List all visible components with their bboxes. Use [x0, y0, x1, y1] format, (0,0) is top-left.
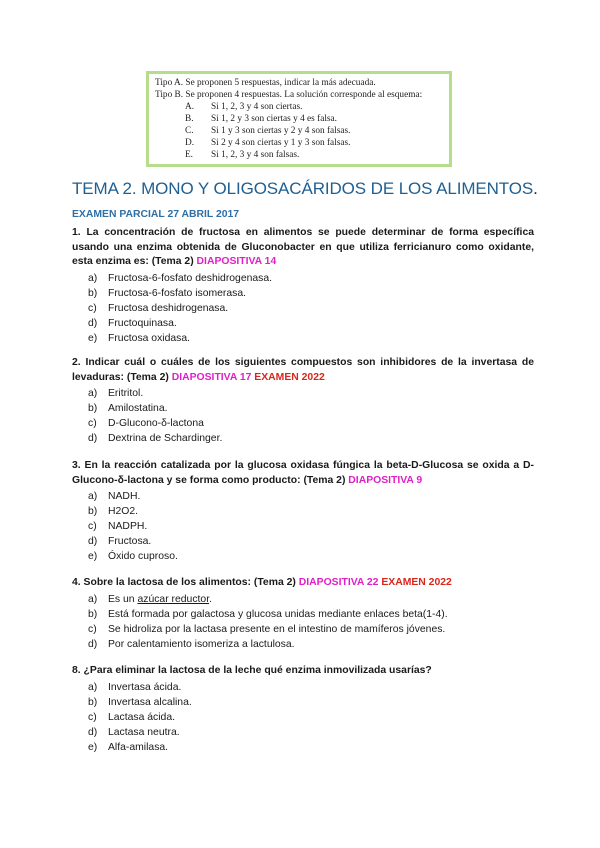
legend-option: A. Si 1, 2, 3 y 4 son ciertas.	[185, 102, 303, 112]
legend-type-a: Tipo A. Se proponen 5 respuestas, indicar la más adecuada.	[155, 78, 376, 88]
answer-options	[72, 680, 534, 755]
answer-option: d) Fructoquinasa.	[88, 318, 177, 330]
slide-tag: DIAPOSITIVA 14	[196, 256, 277, 268]
legend-type-b: Tipo B. Se proponen 4 respuestas. La solución corresponde al esquema:	[155, 90, 423, 100]
underlined-term: azúcar reductor	[137, 593, 210, 605]
answer-option: b) H2O2.	[88, 506, 139, 518]
answer-option: a) Eritritol.	[88, 388, 144, 400]
answer-option: c) NADPH.	[88, 521, 148, 533]
exam-heading: EXAMEN PARCIAL 27 ABRIL 2017	[72, 209, 240, 220]
answer-option: d) Lactasa neutra.	[88, 726, 180, 738]
question-2	[72, 356, 534, 446]
answer-option: a) NADH.	[88, 491, 141, 503]
legend-option: B. Si 1, 2 y 3 son ciertas y 4 es falsa.	[185, 114, 338, 124]
answer-option: b) Amilostatina.	[88, 403, 168, 415]
question-stem: 1. La concentración de fructosa en alimentos se puede determinar de forma específica usando una enzima obtenida de Gluconobacter en que utiliza ferricianuro como oxidante, esta enzima es: (Tema 2) DIAPOSITIVA 14	[72, 227, 534, 268]
answer-option: e) Fructosa oxidasa.	[88, 333, 191, 345]
legend-option: D. Si 2 y 4 son ciertas y 1 y 3 son falsas.	[185, 138, 351, 148]
exam-tag: EXAMEN 2022	[381, 577, 452, 588]
answer-option: a) Es un azúcar reductor.	[88, 593, 212, 605]
answer-option: e) Alfa-amilasa.	[88, 741, 169, 753]
question-4	[72, 576, 534, 652]
page-title: TEMA 2. MONO Y OLIGOSACÁRIDOS DE LOS ALIMENTOS.	[72, 179, 538, 198]
answer-option: b) Fructosa-6-fosfato isomerasa.	[88, 288, 247, 300]
legend-option: C. Si 1 y 3 son ciertas y 2 y 4 son falsas.	[185, 126, 351, 136]
answer-option: a) Invertasa ácida.	[88, 681, 182, 693]
answer-options	[72, 386, 534, 446]
slide-tag: DIAPOSITIVA 9	[348, 474, 423, 486]
exam-tag: EXAMEN 2022	[254, 371, 325, 383]
answer-options	[72, 271, 534, 346]
answer-option: c) Lactasa ácida.	[88, 711, 176, 723]
answer-option: d) Fructosa.	[88, 536, 152, 548]
answer-option: a) Fructosa-6-fosfato deshidrogenasa.	[88, 273, 273, 285]
question-stem: 2. Indicar cuál o cuáles de los siguientes compuestos son inhibidores de la invertasa de levaduras: (Tema 2) DIAPOSITIVA 17 EXAMEN 2022	[72, 357, 534, 383]
answer-option: c) Se hidroliza por la lactasa presente en el intestino de mamíferos jóvenes.	[88, 623, 446, 635]
answer-option: c) Fructosa deshidrogenasa.	[88, 303, 229, 315]
slide-tag: DIAPOSITIVA 22	[298, 577, 379, 588]
answer-option: c) D-Glucono-δ-lactona	[88, 418, 204, 430]
question-stem: 8. ¿Para eliminar la lactosa de la leche qué enzima inmovilizada usarías?	[72, 665, 432, 676]
question-stem: 3. En la reacción catalizada por la glucosa oxidasa fúngica la beta-D-Glucosa se oxida a D-Glucono-δ-lactona y se forma como producto: (Tema 2) DIAPOSITIVA 9	[72, 460, 534, 486]
answer-type-legend	[146, 71, 452, 167]
answer-option: d) Por calentamiento isomeriza a lactulosa.	[88, 638, 295, 650]
question-stem: 4. Sobre la lactosa de los alimentos: (Tema 2) DIAPOSITIVA 22 EXAMEN 2022	[72, 577, 452, 588]
question-1	[72, 226, 534, 346]
answer-option: b) Invertasa alcalina.	[88, 696, 192, 708]
question-3	[72, 459, 534, 564]
slide-tag: DIAPOSITIVA 17	[171, 371, 252, 383]
answer-option: d) Dextrina de Schardinger.	[88, 433, 223, 445]
answer-option: b) Está formada por galactosa y glucosa unidas mediante enlaces beta(1-4).	[88, 608, 448, 620]
legend-option: E. Si 1, 2, 3 y 4 son falsas.	[185, 150, 300, 160]
answer-options	[72, 592, 534, 652]
answer-options	[72, 489, 534, 564]
answer-option: e) Óxido cuproso.	[88, 551, 178, 563]
question-8	[72, 664, 534, 755]
